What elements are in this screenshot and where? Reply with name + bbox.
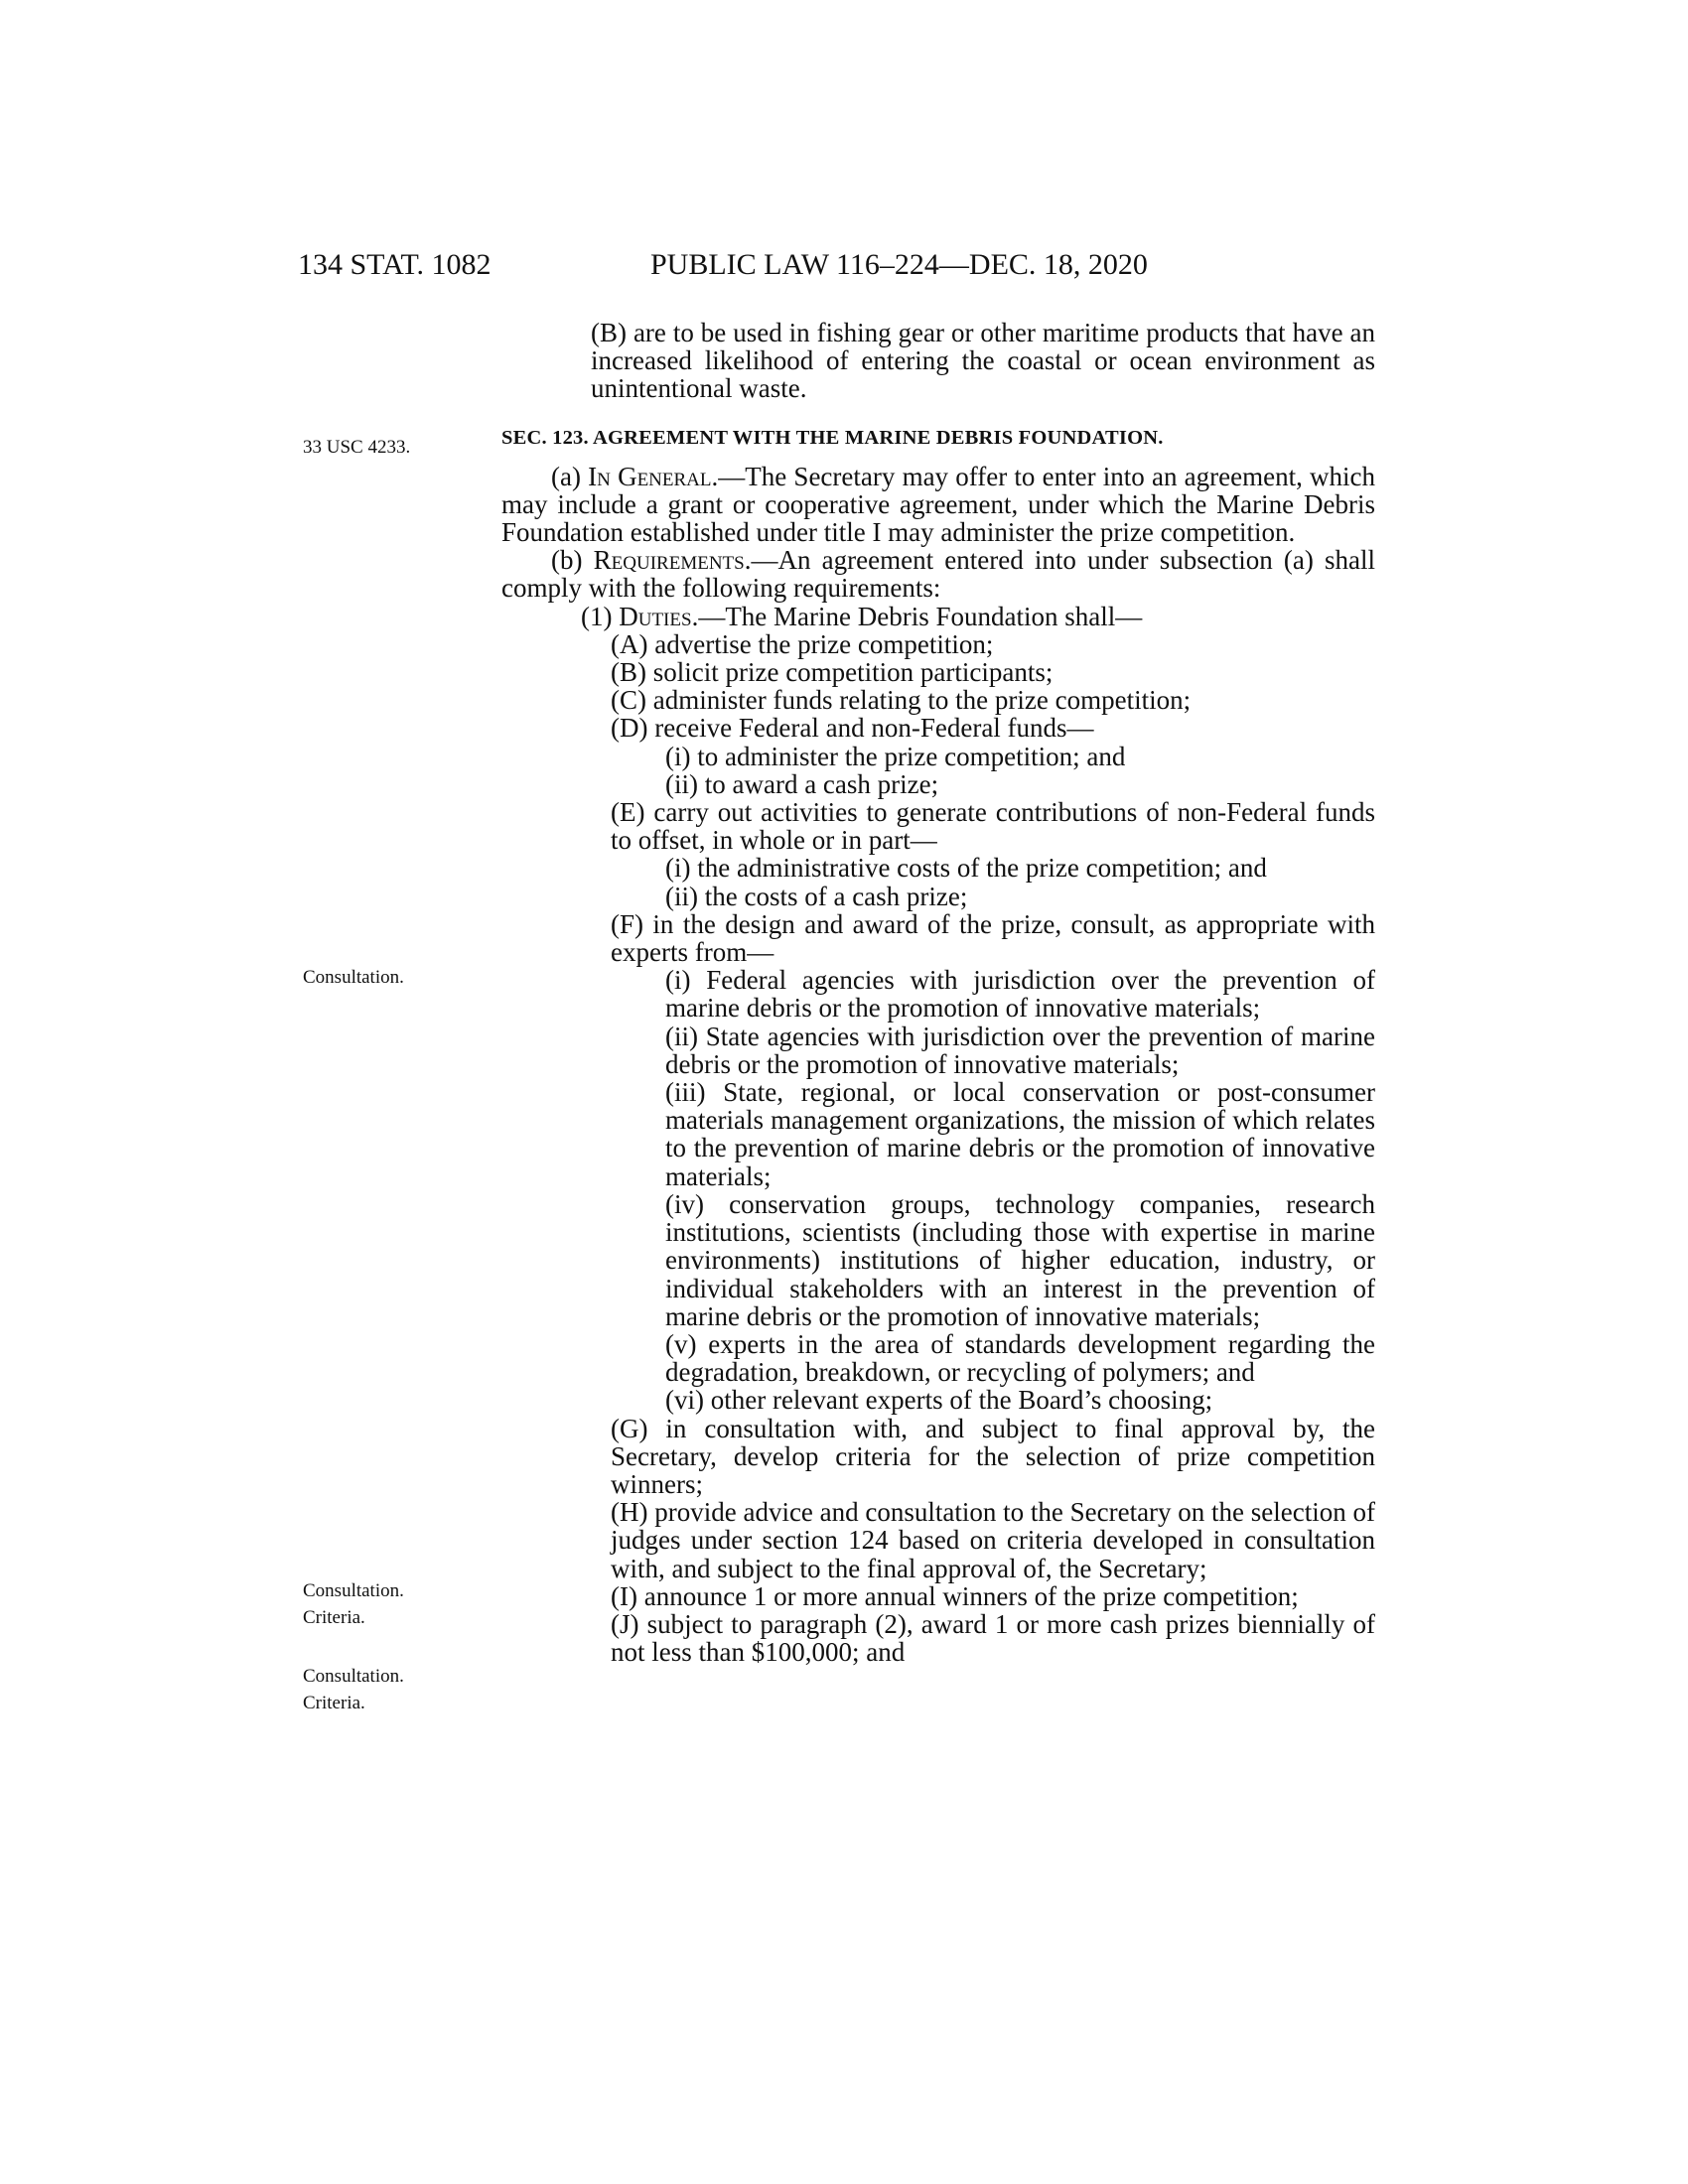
subsection-b bbox=[501, 546, 1375, 602]
subsection-a-label: (a) bbox=[551, 461, 589, 491]
paragraph-1-title: Duties bbox=[619, 601, 692, 631]
list-item: (i) Federal agencies with jurisdiction over the prevention of marine debris or the promotion of innovative materials; bbox=[665, 965, 1375, 1024]
margin-note-consultation: Consultation. bbox=[303, 1580, 404, 1601]
running-head: PUBLIC LAW 116–224—DEC. 18, 2020 bbox=[650, 248, 1148, 281]
list-item: (F) in the design and award of the prize, consult, as appropriate with experts from— bbox=[611, 908, 1375, 968]
section-heading: SEC. 123. AGREEMENT WITH THE MARINE DEBRIS FOUNDATION. bbox=[501, 426, 1164, 449]
list-item: (C) administer funds relating to the prize competition; bbox=[611, 685, 1192, 716]
list-item: (H) provide advice and consultation to the Secretary on the selection of judges under section 124 based on criteria developed in consultation with, and subject to the final approval of, the Secretary; bbox=[611, 1497, 1375, 1583]
subsection-a-text: .—The Secretary may offer to enter into an agreement, which may include a grant or cooperative agreement, under which the Marine Debris Foundation established under title I may administer the prize competition. bbox=[501, 461, 1375, 548]
list-item: (G) in consultation with, and subject to final approval by, the Secretary, develop criteria for the selection of prize competition winners; bbox=[611, 1413, 1375, 1499]
list-item: (J) subject to paragraph (2), award 1 or more cash prizes biennially of not less than $100,000; and bbox=[611, 1608, 1375, 1668]
list-item: (B) solicit prize competition participants; bbox=[611, 657, 1054, 688]
subsection-b-text: .—An agreement entered into under subsection (a) shall comply with the following requirements: bbox=[501, 545, 1376, 604]
list-item: (iv) conservation groups, technology companies, research institutions, scientists (including those with expertise in marine environments) institutions of higher education, industry, or individual stakeholders with an interest in the prevention of marine debris or the promotion of innovative materials; bbox=[665, 1188, 1375, 1331]
page-header bbox=[0, 248, 1688, 288]
list-item: (ii) State agencies with jurisdiction over the prevention of marine debris or the promotion of innovative materials; bbox=[665, 1021, 1375, 1079]
margin-note-consultation-criteria bbox=[303, 1663, 462, 1716]
margin-note-consultation: Consultation. bbox=[303, 967, 404, 988]
list-item: (ii) the costs of a cash prize; bbox=[665, 881, 968, 911]
list-item: (iii) State, regional, or local conservation or post-consumer materials management organizations, the mission of which relates to the prevention of marine debris or the promotion of innovative materials; bbox=[665, 1077, 1375, 1191]
list-item: (I) announce 1 or more annual winners of the prize competition; bbox=[611, 1580, 1299, 1611]
list-item: (v) experts in the area of standards development regarding the degradation, breakdown, or recycling of polymers; and bbox=[665, 1328, 1375, 1388]
margin-note-consultation: Consultation. bbox=[303, 1666, 404, 1687]
margin-note-criteria: Criteria. bbox=[303, 1607, 365, 1628]
margin-note-criteria: Criteria. bbox=[303, 1693, 365, 1713]
list-item: (D) receive Federal and non-Federal funds— bbox=[611, 713, 1094, 744]
statute-body bbox=[501, 319, 1375, 1666]
list-item: (A) advertise the prize competition; bbox=[611, 628, 994, 659]
paragraph-1-label: (1) bbox=[581, 601, 620, 631]
subsection-a bbox=[501, 463, 1375, 547]
list-item: (E) carry out activities to generate contributions of non-Federal funds to offset, in whole or in part— bbox=[611, 797, 1375, 856]
subsection-a-title: In General bbox=[588, 461, 712, 491]
clause-b-continued: (B) are to be used in fishing gear or other maritime products that have an increased likelihood of entering the coastal or ocean environment as unintentional waste. bbox=[591, 318, 1375, 404]
list-item: (i) the administrative costs of the prize competition; and bbox=[665, 853, 1267, 884]
paragraph-1-text: .—The Marine Debris Foundation shall— bbox=[691, 601, 1143, 631]
paragraph-1 bbox=[501, 603, 1375, 630]
margin-note-usc: 33 USC 4233. bbox=[303, 437, 411, 458]
list-item: (vi) other relevant experts of the Board’s choosing; bbox=[665, 1385, 1213, 1416]
subsection-b-label: (b) bbox=[551, 545, 594, 576]
list-item: (i) to administer the prize competition; and bbox=[665, 741, 1126, 771]
list-item: (ii) to award a cash prize; bbox=[665, 768, 939, 799]
subsection-b-title: Requirements bbox=[593, 545, 745, 576]
margin-note-consultation-criteria bbox=[303, 1577, 462, 1631]
statute-page-number: 134 STAT. 1082 bbox=[298, 248, 492, 281]
